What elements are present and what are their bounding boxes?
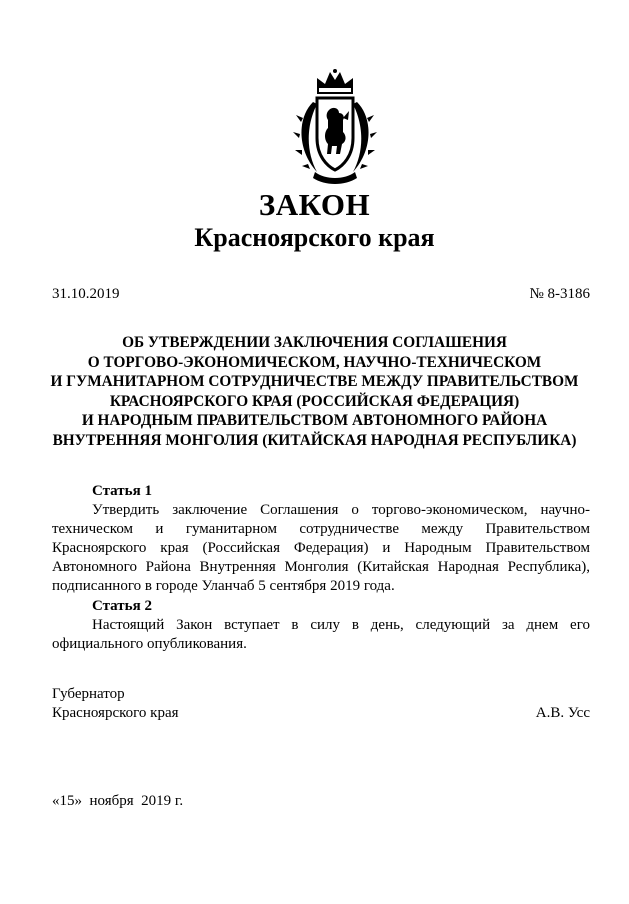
coat-of-arms-icon (293, 68, 377, 188)
heading-line: О ТОРГОВО-ЭКОНОМИЧЕСКОМ, НАУЧНО-ТЕХНИЧЕСКОМ (87, 353, 542, 371)
article-text: Утвердить заключение Соглашения о торгово-экономическом, научно-техническом и гуманитарном сотрудничестве между Правительством Красноярского края (Российская Федерация) и Народным Правительством Автономного Района Внутренняя Монголия (Китайская Народная Республика), подписанного в городе Уланчаб 5 сентября 2019 года. (52, 502, 590, 594)
heading-line: КРАСНОЯРСКОГО КРАЯ (РОССИЙСКАЯ ФЕДЕРАЦИЯ) (109, 392, 520, 410)
heading-line: ОБ УТВЕРЖДЕНИИ ЗАКЛЮЧЕНИЯ СОГЛАШЕНИЯ (122, 334, 507, 351)
law-subtitle: Красноярского края (194, 223, 435, 252)
date-number-row (52, 285, 590, 303)
signing-date: «15» ноября 2019 г. (52, 793, 184, 809)
article-title: Статья 1 (92, 483, 152, 499)
article-1 (52, 482, 590, 596)
signer-position-line2: Красноярского края (52, 705, 179, 721)
article-2 (52, 597, 590, 654)
law-date: 31.10.2019 (52, 286, 120, 302)
signer-name: А.В. Усс (535, 705, 590, 721)
law-number: № 8-3186 (529, 286, 590, 302)
law-title: ЗАКОН (258, 187, 371, 222)
signer-position-line1: Губернатор (52, 686, 125, 702)
heading-line: И НАРОДНЫМ ПРАВИТЕЛЬСТВОМ АВТОНОМНОГО РАЙОНА (81, 412, 548, 429)
article-text: Настоящий Закон вступает в силу в день, следующий за днем его официального опубликования. (52, 617, 590, 652)
signature-block (52, 685, 590, 723)
heading-line: И ГУМАНИТАРНОМ СОТРУДНИЧЕСТВЕ МЕЖДУ ПРАВИТЕЛЬСТВОМ (50, 373, 579, 390)
heading-line: ВНУТРЕННЯЯ МОНГОЛИЯ (КИТАЙСКАЯ НАРОДНАЯ РЕСПУБЛИКА) (52, 431, 577, 449)
document-heading (30, 333, 599, 450)
signature-row (52, 704, 590, 723)
article-title: Статья 2 (92, 598, 152, 614)
